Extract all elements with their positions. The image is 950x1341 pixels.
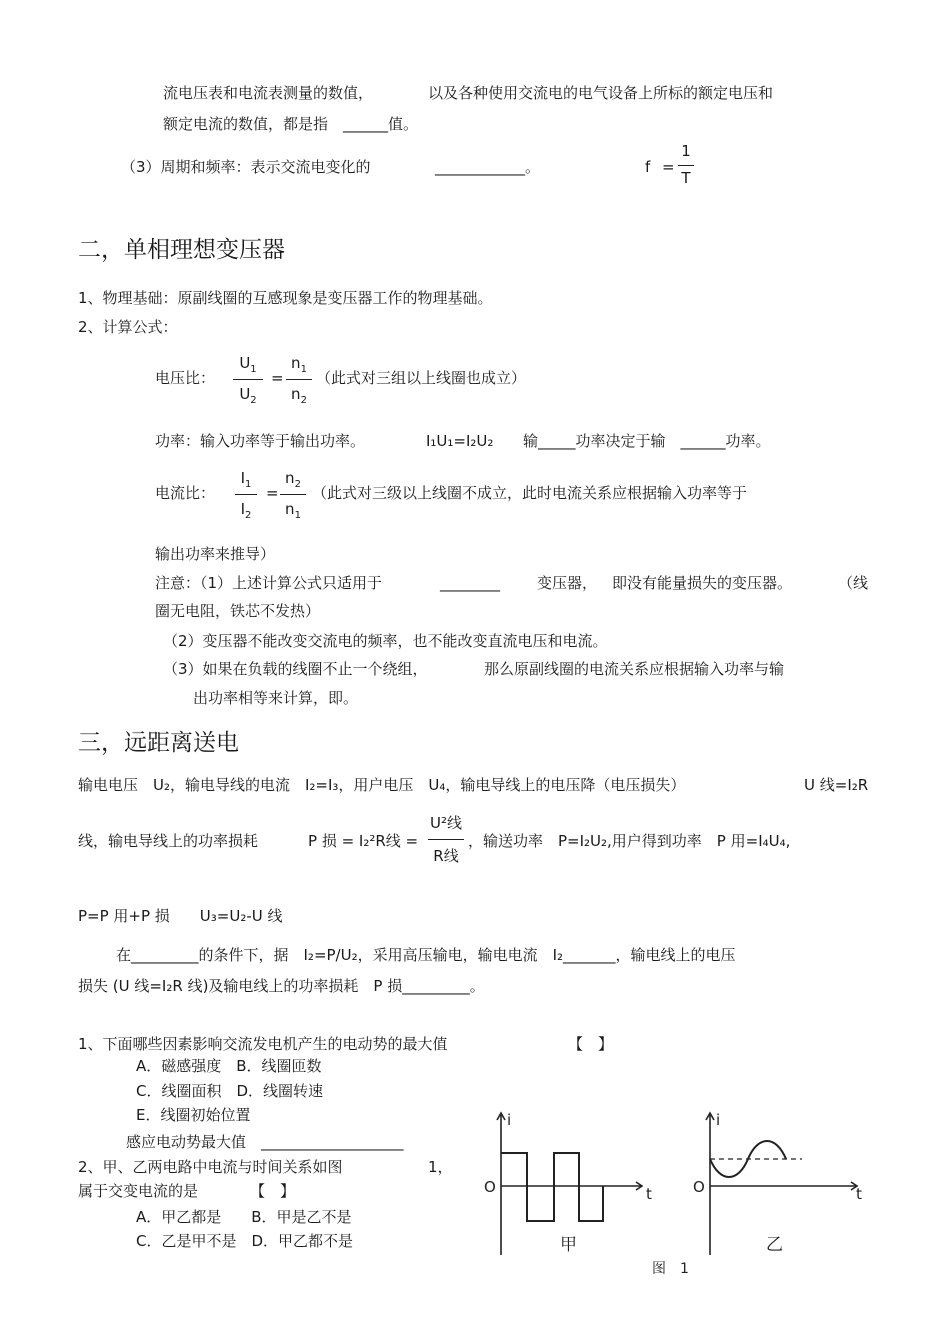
fraction-bar	[235, 494, 257, 495]
formula-eq: =	[662, 158, 675, 176]
numerator: U	[239, 354, 251, 372]
subscript: 1	[250, 364, 257, 375]
text-line: （3）周期和频率：表示交流电变化的	[121, 158, 371, 176]
figure-1	[476, 1105, 876, 1285]
answer-bracket: 【 】	[250, 1182, 296, 1200]
voltage-fraction-n	[286, 354, 312, 406]
fraction-bar	[233, 379, 263, 380]
power-label: 功率：输入功率等于输出功率。	[155, 432, 366, 450]
fraction-denominator: R线	[433, 847, 459, 865]
answer-bracket: 【 】	[568, 1035, 614, 1053]
note-1-b: 变压器，	[537, 574, 598, 592]
subscript: 2	[245, 510, 252, 521]
figure-caption: 图 1	[652, 1261, 689, 1277]
text-line: 以及各种使用交流电的电气设备上所标的额定电压和	[428, 84, 774, 102]
subscript: 1	[245, 479, 252, 490]
denominator: n	[291, 385, 301, 403]
formula-eq: =	[271, 369, 284, 387]
power-formula: I₁U₁=I₂U₂	[426, 432, 494, 450]
question-option: A．甲乙都是 B．甲是乙不是	[136, 1208, 352, 1226]
numerator: n	[285, 469, 295, 487]
text-line: 输电电压 U₂，输电导线的电流 I₂=I₃，用户电压 U₄，输电导线上的电压降（电压损失）	[78, 776, 686, 794]
origin-label: O	[484, 1178, 496, 1196]
fill-blank: 感应电动势最大值 ___________________	[126, 1133, 404, 1151]
voltage-ratio-label: 电压比：	[155, 369, 216, 387]
axis-label-t: t	[856, 1185, 862, 1203]
text-line: 在_________的条件下，据 I₂=P/U₂，采用高压输电，输电电流 I₂_______，输电线上的电压	[116, 946, 736, 964]
formula-note-cont: 输出功率来推导）	[155, 545, 276, 563]
text-line: 额定电流的数值，都是指 ______值。	[163, 115, 419, 133]
fraction-denominator: T	[681, 169, 691, 187]
text-line: 1、物理基础：原副线圈的互感现象是变压器工作的物理基础。	[78, 289, 493, 307]
section-heading: 三，远距离送电	[78, 730, 239, 756]
fraction-bar	[280, 494, 306, 495]
subscript: 2	[300, 395, 307, 406]
question-option: A．磁感强度 B．线圈匝数	[136, 1057, 322, 1075]
note-1-d: （线	[838, 574, 869, 592]
current-fraction-n	[280, 469, 306, 521]
formula-note: （此式对三级以上线圈不成立，此时电流关系应根据输入功率等于	[312, 484, 748, 502]
fraction-bar	[428, 839, 464, 840]
text-line: 2、计算公式：	[78, 318, 178, 336]
formula-eq: =	[266, 484, 279, 502]
text-line: 流电压表和电流表测量的数值，	[163, 84, 374, 102]
subscript: 2	[294, 479, 301, 490]
numerator: n	[291, 354, 301, 372]
formula-lhs: f	[645, 158, 651, 176]
formula-note: （此式对三组以上线圈也成立）	[316, 369, 527, 387]
note-1: 注意：（1）上述计算公式只适用于	[155, 574, 383, 592]
question-2: 2、甲、乙两电路中电流与时间关系如图	[78, 1158, 343, 1176]
fraction-numerator: 1	[681, 142, 691, 160]
fraction-bar	[286, 379, 312, 380]
frequency-fraction	[678, 142, 694, 192]
text-line: 损失 (U 线=I₂R 线)及输电线上的功率损耗 P 损_________。	[78, 977, 485, 995]
section-heading: 二，单相理想变压器	[78, 237, 285, 263]
note-1-c: 即没有能量损失的变压器。	[612, 574, 793, 592]
voltage-fraction-u	[233, 354, 263, 406]
graph-label-yi: 乙	[766, 1235, 783, 1255]
fraction-bar	[678, 165, 694, 166]
fill-blank: ________	[440, 574, 500, 592]
question-option: C．线圈面积 D．线圈转速	[136, 1082, 324, 1100]
graph-label-jia: 甲	[560, 1235, 577, 1255]
denominator: I	[240, 500, 246, 518]
axis-label-i: i	[507, 1111, 512, 1129]
text-line: P=P 用+P 损 U₃=U₂-U 线	[78, 907, 283, 925]
origin-label: O	[693, 1178, 705, 1196]
text-line: ，输送功率 P=I₂U₂,用户得到功率 P 用=I₄U₄,	[468, 832, 791, 850]
numerator: I	[240, 469, 246, 487]
question-1: 1、下面哪些因素影响交流发电机产生的电动势的最大值	[78, 1035, 448, 1053]
power-loss-fraction	[428, 810, 464, 868]
question-option: E．线圈初始位置	[136, 1106, 251, 1124]
note-3-b: 那么原副线圈的电流关系应根据输入功率与输	[484, 660, 785, 678]
figure-reference: 1，	[428, 1158, 453, 1176]
current-fraction-i	[235, 469, 257, 521]
current-ratio-label: 电流比：	[155, 484, 216, 502]
note-3-cont: 出功率相等来计算，即。	[193, 689, 359, 707]
denominator: U	[239, 385, 251, 403]
text-line: U 线=I₂R	[804, 776, 869, 794]
fill-blank: ____________。	[435, 158, 541, 176]
power-loss-formula: P 损 = I₂²R线 =	[308, 832, 419, 850]
subscript: 1	[300, 364, 307, 375]
power-text: 输_____功率决定于输 ______功率。	[523, 432, 771, 450]
subscript: 2	[250, 395, 257, 406]
denominator: n	[285, 500, 295, 518]
note-2: （2）变压器不能改变交流电的频率，也不能改变直流电压和电流。	[163, 632, 608, 650]
question-option: C．乙是甲不是 D．甲乙都不是	[136, 1232, 354, 1250]
axis-label-t: t	[646, 1185, 652, 1203]
note-1-cont: 圈无电阻，铁芯不发热）	[155, 602, 321, 620]
fraction-numerator: U²线	[430, 814, 462, 832]
subscript: 1	[294, 510, 301, 521]
text-line: 线，输电导线上的功率损耗	[78, 832, 259, 850]
note-3: （3）如果在负载的线圈不止一个绕组，	[163, 660, 428, 678]
square-wave	[501, 1153, 603, 1221]
question-2-cont: 属于交变电流的是	[78, 1182, 199, 1200]
axis-label-i: i	[716, 1111, 721, 1129]
